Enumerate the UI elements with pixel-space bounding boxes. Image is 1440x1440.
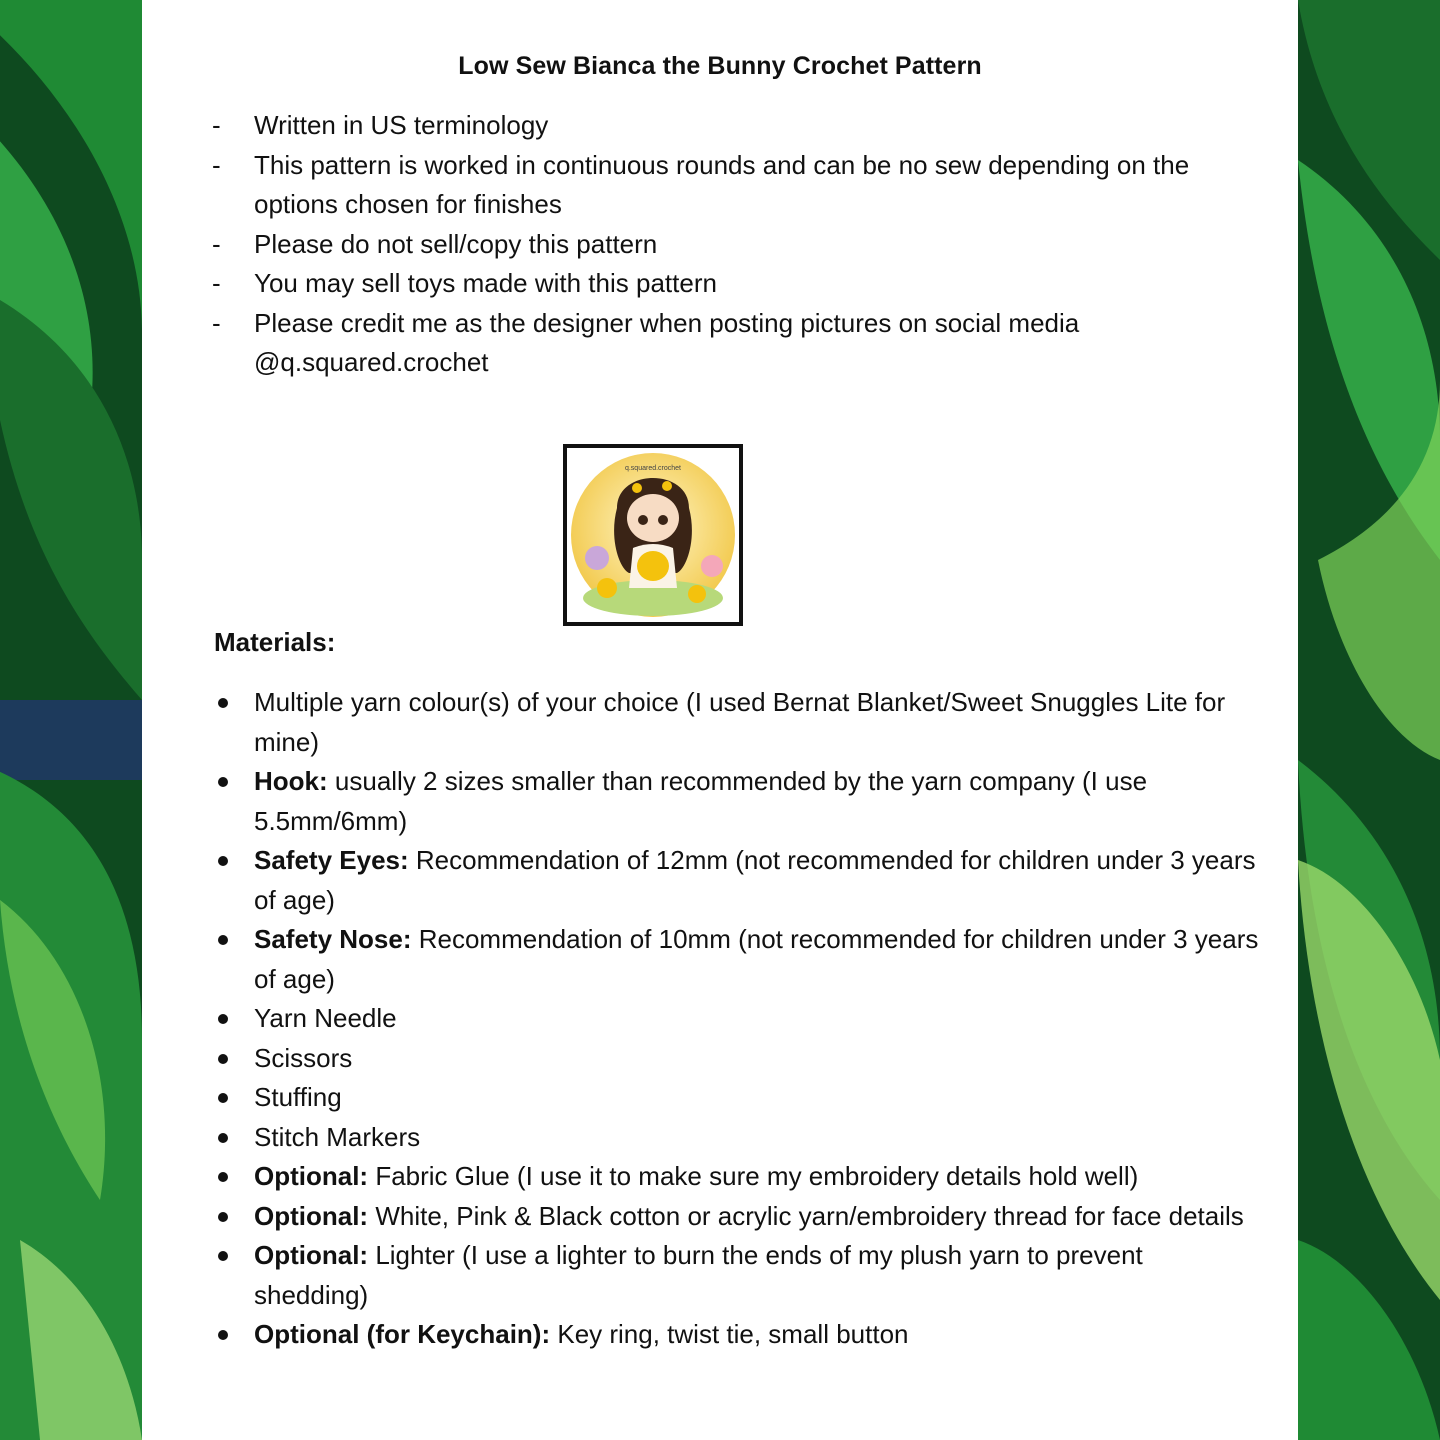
list-item: - Written in US terminology — [212, 110, 549, 140]
list-item: Optional: White, Pink & Black cotton or acrylic yarn/embroidery thread for face details — [212, 1197, 1262, 1237]
notes-list — [212, 106, 1252, 383]
bullet-icon — [218, 935, 228, 945]
bullet-icon — [218, 1133, 228, 1143]
list-item: Safety Nose: Recommendation of 10mm (not recommended for children under 3 years of age) — [212, 920, 1262, 999]
list-item: - Please do not sell/copy this pattern — [212, 228, 658, 259]
list-item: Optional: Lighter (I use a lighter to burn the ends of my plush yarn to prevent shedding) — [212, 1236, 1262, 1315]
bullet-icon — [218, 777, 228, 787]
bullet-icon — [218, 698, 228, 708]
list-item: - This pattern is worked in continuous rounds and can be no sew depending on the options chosen for finishes — [212, 149, 1190, 219]
svg-text:q.squared.crochet: q.squared.crochet — [624, 465, 682, 472]
designer-logo — [563, 444, 743, 626]
materials-list — [212, 683, 1262, 1355]
pattern-page — [142, 0, 1298, 1440]
materials-heading: Materials: — [214, 627, 336, 657]
list-item: Stuffing — [212, 1078, 1262, 1118]
list-item: Hook: usually 2 sizes smaller than recommended by the yarn company (I use 5.5mm/6mm) — [212, 762, 1262, 841]
list-item: - You may sell toys made with this pattern — [212, 268, 717, 298]
list-item: - Please credit me as the designer when posting pictures on social media @q.squared.crochet — [212, 307, 1080, 377]
list-item: Scissors — [212, 1039, 1262, 1079]
bullet-icon — [218, 1330, 228, 1340]
list-item: Yarn Needle — [212, 999, 1262, 1039]
bullet-icon — [218, 856, 228, 866]
bullet-icon — [218, 1251, 228, 1261]
bullet-icon — [218, 1172, 228, 1182]
bullet-icon — [218, 1014, 228, 1024]
list-item: Stitch Markers — [212, 1118, 1262, 1158]
list-item: Safety Eyes: Recommendation of 12mm (not recommended for children under 3 years of age) — [212, 841, 1262, 920]
list-item: Multiple yarn colour(s) of your choice (I used Bernat Blanket/Sweet Snuggles Lite for mine) — [212, 683, 1262, 762]
leaf-background-left — [0, 0, 142, 1440]
bullet-icon — [218, 1212, 228, 1222]
list-item: Optional (for Keychain): Key ring, twist tie, small button — [212, 1315, 1262, 1355]
bullet-icon — [218, 1093, 228, 1103]
bullet-icon — [218, 1054, 228, 1064]
leaf-background-right — [1298, 0, 1440, 1440]
page-title: Low Sew Bianca the Bunny Crochet Pattern — [458, 52, 982, 80]
list-item: Optional: Fabric Glue (I use it to make sure my embroidery details hold well) — [212, 1157, 1262, 1197]
